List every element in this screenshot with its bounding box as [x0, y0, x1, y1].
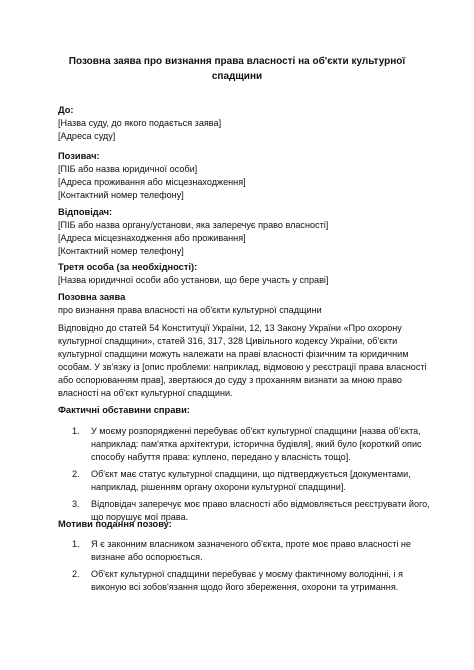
- section-defendant: [58, 206, 420, 258]
- section-heading: Позовна заява: [58, 292, 126, 302]
- section-heading: Позивач:: [58, 151, 100, 161]
- list-item: [58, 538, 420, 564]
- list-number: 2.: [72, 469, 80, 479]
- text-line: Об'єкт має статус культурної спадщини, що підтверджується [документами,: [91, 469, 411, 479]
- text-line: або оспорюванням прав], звертаюся до суду з проханням визнати за мною право: [58, 375, 402, 385]
- title-line: спадщини: [211, 71, 263, 82]
- section-third-party: [58, 261, 420, 287]
- text-line: визнане або оспорюється.: [91, 552, 203, 562]
- section-to: [58, 104, 420, 143]
- section-heading: Третя особа (за необхідності):: [58, 262, 198, 272]
- motives-list: [58, 538, 420, 598]
- text-line: наприклад, рішенням органу охорони культурної спадщини].: [91, 482, 346, 492]
- text-line: [ПІБ або назва юридичної особи]: [58, 164, 198, 174]
- text-line: [Контактний номер телефону]: [58, 246, 184, 256]
- text-line: [Контактний номер телефону]: [58, 190, 184, 200]
- section-motives-heading: [58, 518, 420, 531]
- text-line: власності на об'єкт культурної спадщини.: [58, 388, 233, 398]
- text-line: [Адреса проживання або місцезнаходження]: [58, 177, 246, 187]
- text-line: про визнання права власності на об'єкти культурної спадщини: [58, 305, 322, 315]
- section-heading: Відповідач:: [58, 207, 113, 217]
- text-line: Об'єкт культурної спадщини перебуває у моєму фактичному володінні, і я: [91, 569, 403, 579]
- text-line: [Адреса суду]: [58, 131, 116, 141]
- text-line: культурної спадщини», статей 316, 317, 328 Цивільного кодексу України, об'єкти: [58, 336, 398, 346]
- list-item: [58, 468, 420, 494]
- section-heading: Мотиви подання позову:: [58, 519, 172, 529]
- text-line: [Назва суду, до якого подається заява]: [58, 118, 222, 128]
- text-line: способу набуття права: куплено, передано у власність тощо].: [91, 452, 351, 462]
- list-number: 1.: [72, 426, 80, 436]
- text-line: що порушує мої права.: [91, 512, 189, 522]
- section-claim: [58, 291, 420, 317]
- text-line: У моєму розпорядженні перебуває об'єкт культурної спадщини [назва об'єкта,: [91, 426, 421, 436]
- text-line: культурної спадщини можуть належати на праві власності фізичним та юридичним: [58, 349, 409, 359]
- section-plaintiff: [58, 150, 420, 202]
- document-title: [58, 54, 416, 84]
- section-heading: До:: [58, 105, 74, 115]
- text-line: виконую всі зобов'язання щодо його збереження, охорони та утримання.: [91, 582, 399, 592]
- text-line: Відповідно до статей 54 Конституції України, 12, 13 Закону України «Про охорону: [58, 323, 402, 333]
- text-line: Відповідач заперечує моє право власності або відмовляється реєструвати його,: [91, 499, 430, 509]
- text-line: Я є законним власником зазначеного об'єкта, проте моє право власності не: [91, 539, 411, 549]
- list-number: 1.: [72, 539, 80, 549]
- title-line: Позовна заява про визнання права власності на об'єкти культурної: [68, 56, 406, 67]
- section-heading: Фактичні обставини справи:: [58, 405, 190, 415]
- text-line: [ПІБ або назва органу/установи, яка заперечує право власності]: [58, 220, 329, 230]
- text-line: [Адреса місцезнаходження або проживання]: [58, 233, 246, 243]
- facts-list: [58, 425, 430, 528]
- list-number: 3.: [72, 499, 80, 509]
- text-line: особам. У зв'язку із [опис проблеми: наприклад, відмовою у реєстрації права власності: [58, 362, 427, 372]
- list-number: 2.: [72, 569, 80, 579]
- list-item: [58, 568, 420, 594]
- list-item: [58, 425, 420, 464]
- text-line: [Назва юридичної особи або установи, що бере участь у справі]: [58, 275, 329, 285]
- intro-paragraph: [58, 322, 427, 400]
- text-line: наприклад: пам'ятка архітектури, історична будівля], який було [короткий опис: [91, 439, 422, 449]
- section-facts-heading: [58, 404, 420, 417]
